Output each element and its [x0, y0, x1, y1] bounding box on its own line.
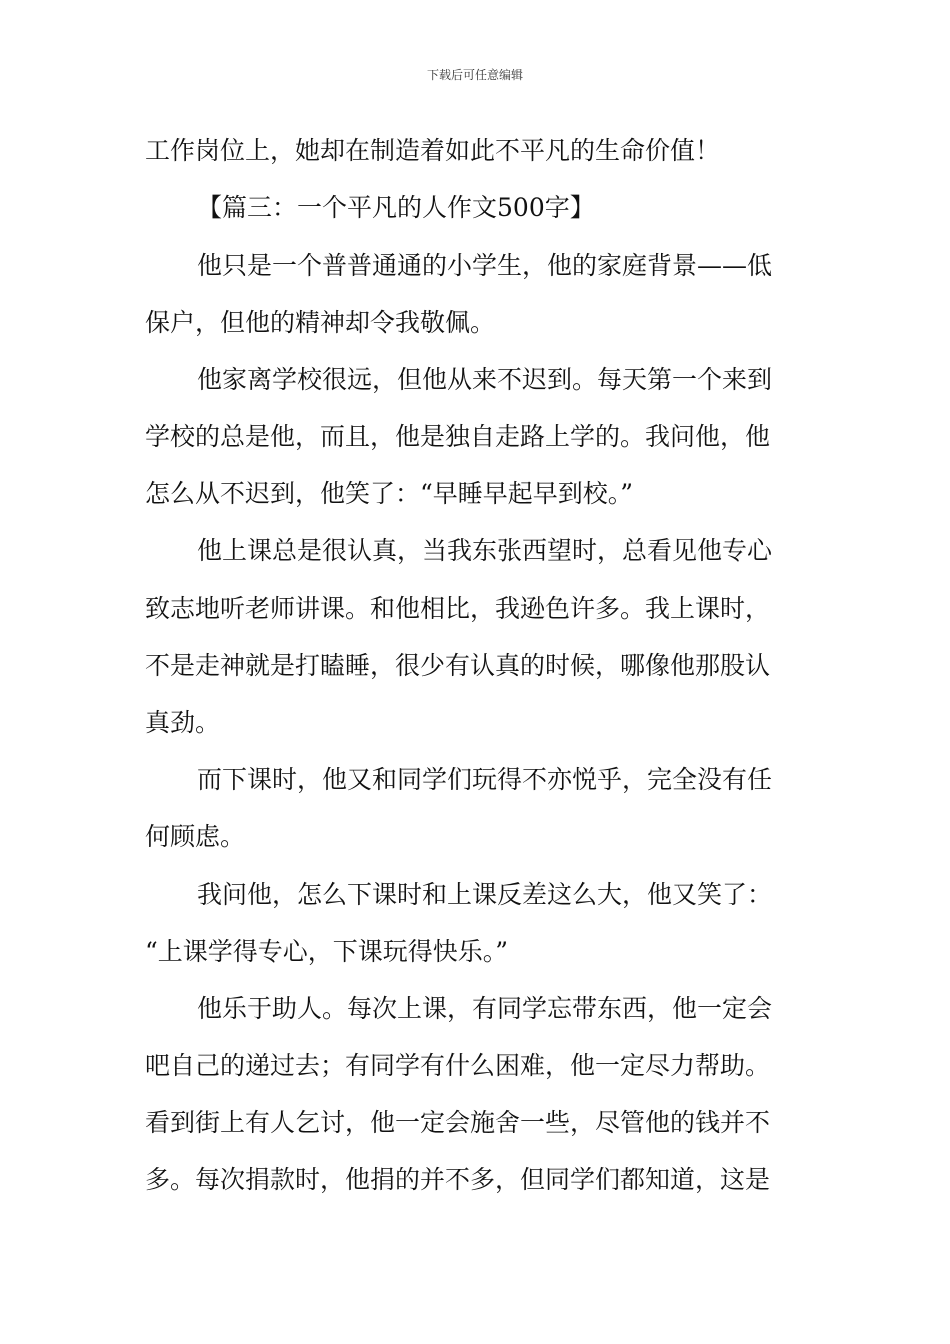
text-line: 我问他，怎么下课时和上课反差这么大，他又笑了：: [197, 880, 773, 909]
text-line: 工作岗位上，她却在制造着如此不平凡的生命价值！: [145, 136, 721, 165]
text-line: 吧自己的递过去；有同学有什么困难，他一定尽力帮助。: [145, 1051, 771, 1080]
text-line: 而下课时，他又和同学们玩得不亦悦乎，完全没有任: [197, 765, 773, 794]
text-line: 他乐于助人。每次上课，有同学忘带东西，他一定会: [197, 994, 773, 1023]
text-line: 保户，但他的精神却令我敬佩。: [145, 308, 496, 337]
section-heading: 【篇三：一个平凡的人作文500字】: [197, 193, 595, 222]
text-line: “上课学得专心，下课玩得快乐。”: [145, 937, 509, 966]
text-line: 不是走神就是打瞌睡，很少有认真的时候，哪像他那股认: [145, 651, 771, 680]
text-line: 他家离学校很远，但他从来不迟到。每天第一个来到: [197, 365, 773, 394]
text-line: 何顾虑。: [145, 822, 246, 851]
text-line: 致志地听老师讲课。和他相比，我逊色许多。我上课时，: [145, 594, 771, 623]
text-line: 他上课总是很认真，当我东张西望时，总看见他专心: [197, 536, 773, 565]
text-line: 学校的总是他，而且，他是独自走路上学的。我问他，他: [145, 422, 771, 451]
text-line: 他只是一个普普通通的小学生，他的家庭背景——低: [197, 251, 773, 280]
text-line: 真劲。: [145, 708, 221, 737]
text-line: 怎么从不迟到，他笑了：“早睡早起早到校。”: [145, 479, 634, 508]
text-line: 看到街上有人乞讨，他一定会施舍一些，尽管他的钱并不: [145, 1108, 771, 1137]
text-line: 多。每次捐款时，他捐的并不多，但同学们都知道，这是: [145, 1165, 771, 1194]
page-header: 下载后可任意编辑: [426, 68, 523, 82]
